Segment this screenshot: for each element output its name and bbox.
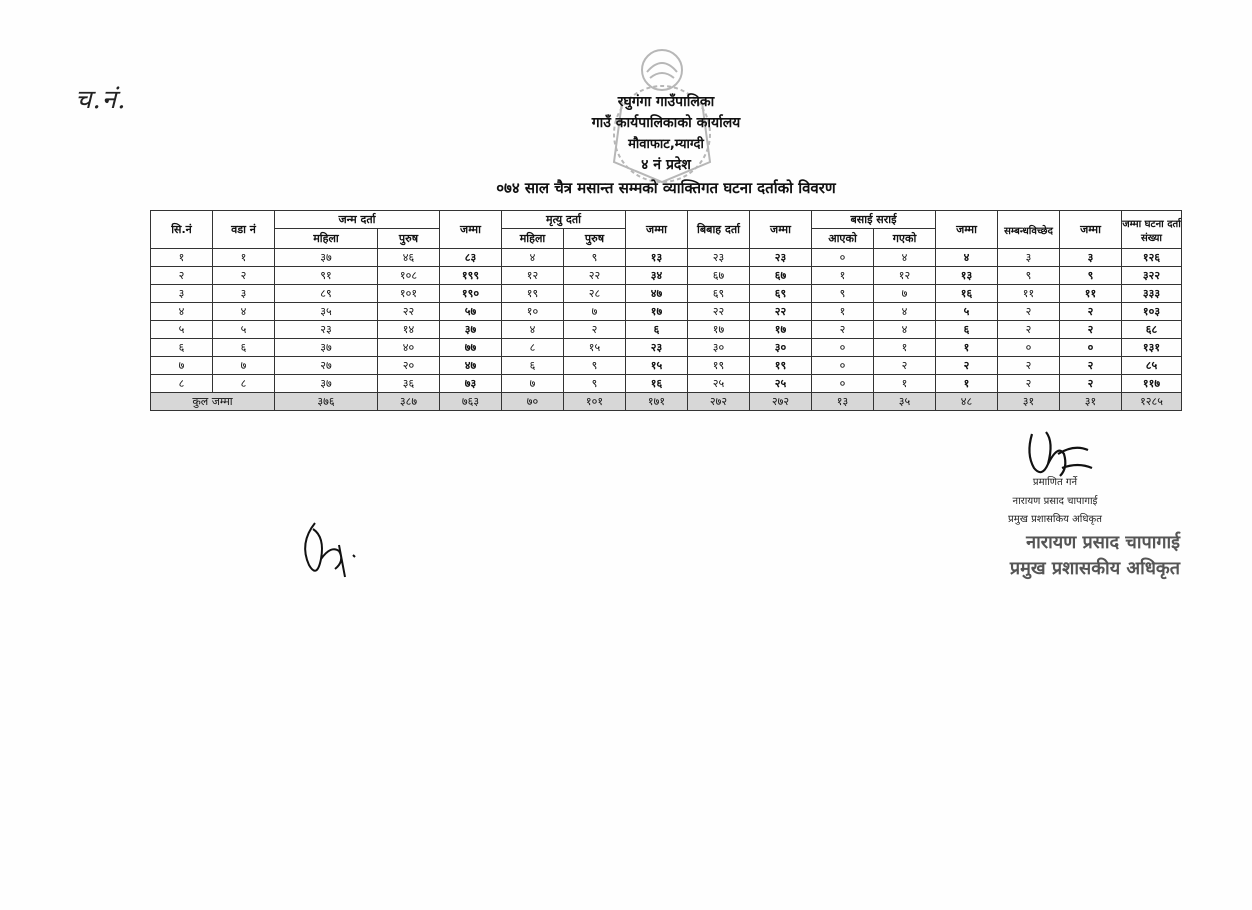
table-cell-came: ०	[812, 339, 874, 357]
table-row	[151, 303, 1182, 321]
total-cell: ३१	[1060, 393, 1122, 411]
table-row	[151, 375, 1182, 393]
table-cell-mt: ३०	[750, 339, 812, 357]
table-cell-divt: ९	[1060, 267, 1122, 285]
table-cell-bt: ७७	[440, 339, 502, 357]
table-cell-bt: १९०	[440, 285, 502, 303]
report-title: ०७४ साल चैत्र मसान्त सम्मको व्याक्तिगत घटना दर्ताको विवरण	[496, 179, 836, 197]
table-cell-bf: ३७	[275, 375, 378, 393]
table-cell-sn: १	[151, 249, 213, 267]
table-cell-ward: ८	[213, 375, 275, 393]
header-marriage-total: जम्मा	[750, 211, 812, 249]
table-cell-bf: ३७	[275, 249, 378, 267]
total-cell: ३५	[874, 393, 936, 411]
table-cell-gt: १०३	[1122, 303, 1182, 321]
total-cell: ४८	[936, 393, 998, 411]
table-cell-went: १२	[874, 267, 936, 285]
table-row	[151, 249, 1182, 267]
table-cell-dm: ७	[564, 303, 626, 321]
table-cell-mar: २२	[688, 303, 750, 321]
table-cell-df: ७	[502, 375, 564, 393]
table-cell-bf: ८९	[275, 285, 378, 303]
table-cell-divt: २	[1060, 321, 1122, 339]
table-cell-gt: १२६	[1122, 249, 1182, 267]
office-address: मौवाफाट,म्याग्दी	[628, 137, 704, 152]
header-sn: सि.नं	[151, 211, 213, 249]
table-cell-bm: १०१	[378, 285, 440, 303]
table-cell-dm: २८	[564, 285, 626, 303]
vital-events-table	[150, 210, 1182, 411]
table-cell-went: ४	[874, 303, 936, 321]
table-cell-mt: २२	[750, 303, 812, 321]
table-cell-df: १०	[502, 303, 564, 321]
table-cell-bm: १०८	[378, 267, 440, 285]
total-cell: २७२	[750, 393, 812, 411]
total-cell: ७६३	[440, 393, 502, 411]
table-cell-bm: १४	[378, 321, 440, 339]
table-cell-dt: १७	[626, 303, 688, 321]
table-cell-dm: २	[564, 321, 626, 339]
table-cell-div: २	[998, 357, 1060, 375]
table-cell-dt: १६	[626, 375, 688, 393]
table-cell-bt: ३७	[440, 321, 502, 339]
header-grand-total: जम्मा घटना दर्ता संख्या	[1122, 211, 1182, 249]
table-cell-dm: ९	[564, 357, 626, 375]
table-row	[151, 267, 1182, 285]
table-cell-came: २	[812, 321, 874, 339]
table-cell-bf: ९१	[275, 267, 378, 285]
total-cell: ३८७	[378, 393, 440, 411]
table-cell-ward: ७	[213, 357, 275, 375]
header-divorce: सम्बन्धविच्छेद	[998, 211, 1060, 249]
table-cell-migt: १	[936, 375, 998, 393]
table-cell-mt: १७	[750, 321, 812, 339]
table-cell-dt: २३	[626, 339, 688, 357]
table-cell-bt: १९९	[440, 267, 502, 285]
table-cell-ward: ३	[213, 285, 275, 303]
table-cell-div: २	[998, 303, 1060, 321]
table-cell-went: १	[874, 339, 936, 357]
total-cell: १३	[812, 393, 874, 411]
table-cell-sn: ६	[151, 339, 213, 357]
table-cell-ward: २	[213, 267, 275, 285]
header-divorce-total: जम्मा	[1060, 211, 1122, 249]
table-cell-sn: ५	[151, 321, 213, 339]
header-death-male: पुरुष	[564, 229, 626, 249]
total-cell: १०१	[564, 393, 626, 411]
table-cell-bf: ३७	[275, 339, 378, 357]
table-cell-migt: ४	[936, 249, 998, 267]
officer-name: नारायण प्रसाद चापागाई	[1012, 496, 1098, 507]
total-cell: ३१	[998, 393, 1060, 411]
table-cell-dt: ६	[626, 321, 688, 339]
totals-label: कुल जम्मा	[151, 393, 275, 411]
table-cell-mar: १७	[688, 321, 750, 339]
header-death-total: जम्मा	[626, 211, 688, 249]
table-cell-came: ०	[812, 249, 874, 267]
table-cell-sn: ३	[151, 285, 213, 303]
table-cell-bm: २०	[378, 357, 440, 375]
table-cell-dm: १५	[564, 339, 626, 357]
header-death-female: महिला	[502, 229, 564, 249]
table-cell-bt: ७३	[440, 375, 502, 393]
table-cell-mar: ६९	[688, 285, 750, 303]
province: ४ नं प्रदेश	[641, 157, 691, 173]
table-cell-bt: ५७	[440, 303, 502, 321]
office-name: गाउँ कार्यपालिकाको कार्यालय	[591, 115, 741, 131]
table-cell-dm: ९	[564, 249, 626, 267]
table-cell-mar: २३	[688, 249, 750, 267]
table-cell-sn: ८	[151, 375, 213, 393]
table-cell-mar: १९	[688, 357, 750, 375]
table-cell-divt: ३	[1060, 249, 1122, 267]
table-cell-sn: ७	[151, 357, 213, 375]
table-cell-div: ११	[998, 285, 1060, 303]
table-cell-mt: २५	[750, 375, 812, 393]
total-cell: २७२	[688, 393, 750, 411]
table-cell-bf: ३५	[275, 303, 378, 321]
header-death: मृत्यु दर्ता	[502, 211, 626, 229]
table-cell-dt: १३	[626, 249, 688, 267]
stamp-post: प्रमुख प्रशासकीय अधिकृत	[1009, 558, 1180, 579]
table-cell-mt: ६९	[750, 285, 812, 303]
table-cell-df: १२	[502, 267, 564, 285]
table-cell-dm: २२	[564, 267, 626, 285]
table-row	[151, 339, 1182, 357]
table-cell-came: ९	[812, 285, 874, 303]
table-cell-divt: ०	[1060, 339, 1122, 357]
table-cell-div: २	[998, 375, 1060, 393]
table-row	[151, 357, 1182, 375]
table-cell-mt: ६७	[750, 267, 812, 285]
table-cell-gt: ३३३	[1122, 285, 1182, 303]
table-cell-bf: २३	[275, 321, 378, 339]
stamp-name: नारायण प्रसाद चापागाई	[1026, 532, 1180, 553]
header-birth-male: पुरुष	[378, 229, 440, 249]
header-migration-total: जम्मा	[936, 211, 998, 249]
header-migration-came: आएको	[812, 229, 874, 249]
table-cell-mt: २३	[750, 249, 812, 267]
table-cell-df: ६	[502, 357, 564, 375]
header-migration-went: गएको	[874, 229, 936, 249]
table-cell-gt: १३१	[1122, 339, 1182, 357]
table-cell-went: १	[874, 375, 936, 393]
table-cell-mar: ६७	[688, 267, 750, 285]
table-cell-dt: ३४	[626, 267, 688, 285]
table-cell-bt: ८३	[440, 249, 502, 267]
table-cell-went: ४	[874, 321, 936, 339]
total-cell: ३७६	[275, 393, 378, 411]
header-marriage: बिबाह दर्ता	[688, 211, 750, 249]
table-cell-gt: ११७	[1122, 375, 1182, 393]
table-cell-divt: २	[1060, 303, 1122, 321]
table-cell-div: २	[998, 321, 1060, 339]
header-migration: बसाई सराई	[812, 211, 936, 229]
table-cell-bm: ३६	[378, 375, 440, 393]
total-cell: ७०	[502, 393, 564, 411]
table-cell-div: ३	[998, 249, 1060, 267]
table-row	[151, 321, 1182, 339]
table-cell-migt: ५	[936, 303, 998, 321]
total-cell: १२८५	[1122, 393, 1182, 411]
table-cell-div: ९	[998, 267, 1060, 285]
table-cell-bm: ४६	[378, 249, 440, 267]
table-cell-came: ०	[812, 375, 874, 393]
table-cell-div: ०	[998, 339, 1060, 357]
total-cell: १७१	[626, 393, 688, 411]
municipality-name: रघुगंगा गाउँपालिका	[617, 94, 715, 110]
table-cell-dt: ४७	[626, 285, 688, 303]
header-birth-female: महिला	[275, 229, 378, 249]
header-birth: जन्म दर्ता	[275, 211, 440, 229]
totals-row	[151, 393, 1182, 411]
table-cell-bf: २७	[275, 357, 378, 375]
table-cell-dt: १५	[626, 357, 688, 375]
table-cell-divt: २	[1060, 375, 1122, 393]
table-cell-ward: ४	[213, 303, 275, 321]
table-cell-sn: २	[151, 267, 213, 285]
table-cell-bm: २२	[378, 303, 440, 321]
table-cell-bm: ४०	[378, 339, 440, 357]
table-cell-migt: १६	[936, 285, 998, 303]
table-cell-went: ७	[874, 285, 936, 303]
initials-signature-icon	[295, 515, 365, 583]
attested-by-label: प्रमाणित गर्ने	[1032, 477, 1078, 488]
table-cell-migt: ६	[936, 321, 998, 339]
table-cell-ward: १	[213, 249, 275, 267]
table-cell-gt: ६८	[1122, 321, 1182, 339]
table-cell-came: १	[812, 303, 874, 321]
table-row	[151, 285, 1182, 303]
table-cell-dm: ९	[564, 375, 626, 393]
table-cell-bt: ४७	[440, 357, 502, 375]
header-ward: वडा नं	[213, 211, 275, 249]
header-birth-total: जम्मा	[440, 211, 502, 249]
table-cell-went: ४	[874, 249, 936, 267]
table-cell-came: १	[812, 267, 874, 285]
table-cell-df: १९	[502, 285, 564, 303]
table-cell-mt: १९	[750, 357, 812, 375]
table-cell-ward: ६	[213, 339, 275, 357]
table-cell-df: ४	[502, 249, 564, 267]
table-cell-migt: २	[936, 357, 998, 375]
table-cell-gt: ८५	[1122, 357, 1182, 375]
table-cell-divt: २	[1060, 357, 1122, 375]
table-cell-gt: ३२२	[1122, 267, 1182, 285]
table-cell-came: ०	[812, 357, 874, 375]
table-cell-mar: २५	[688, 375, 750, 393]
table-cell-mar: ३०	[688, 339, 750, 357]
table-cell-sn: ४	[151, 303, 213, 321]
table-cell-migt: १	[936, 339, 998, 357]
officer-post: प्रमुख प्रशासकिय अधिकृत	[1008, 514, 1102, 525]
table-cell-df: ८	[502, 339, 564, 357]
table-cell-divt: ११	[1060, 285, 1122, 303]
table-cell-went: २	[874, 357, 936, 375]
table-cell-df: ४	[502, 321, 564, 339]
table-cell-migt: १३	[936, 267, 998, 285]
handwritten-note: च.नं.	[75, 85, 127, 115]
table-cell-ward: ५	[213, 321, 275, 339]
